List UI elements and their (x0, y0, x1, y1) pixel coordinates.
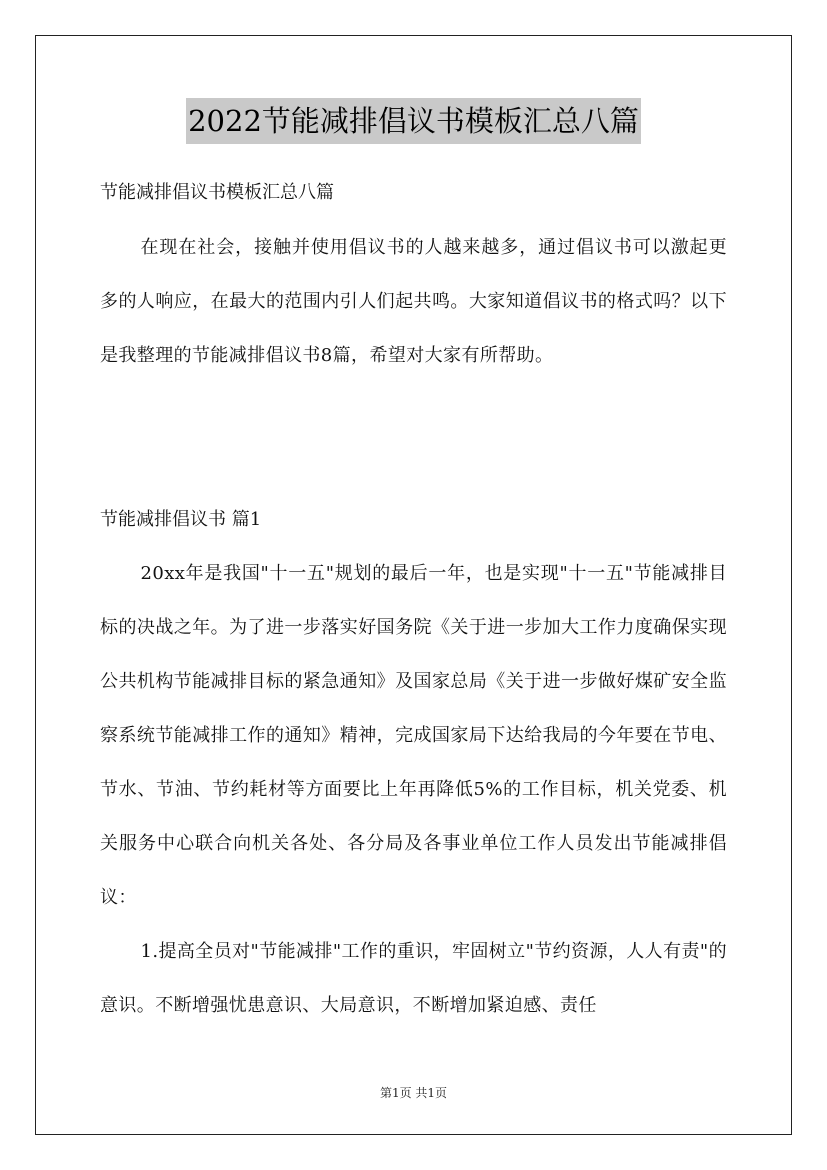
section-paragraph-1: 20xx年是我国"十一五"规划的最后一年，也是实现"十一五"节能减排目标的决战之年。为了进一步落实好国务院《关于进一步加大工作力度确保实现公共机构节能减排目标的紧急通知》及国家总局《关于进一步做好煤矿安全监察系统节能减排工作的通知》精神，完成国家局下达给我局的今年要在节电、节水、节油、节约耗材等方面要比上年再降低5%的工作目标，机关党委、机关服务中心联合向机关各处、各分局及各事业单位工作人员发出节能减排倡议： (100, 563, 727, 908)
section-heading: 节能减排倡议书 篇1 (100, 509, 262, 530)
document-subtitle: 节能减排倡议书模板汇总八篇 (100, 182, 334, 203)
title-container (0, 98, 827, 144)
document-title: 2022节能减排倡议书模板汇总八篇 (186, 98, 641, 144)
intro-paragraph: 在现在社会，接触并使用倡议书的人越来越多，通过倡议书可以激起更多的人响应，在最大的范围内引人们起共鸣。大家知道倡议书的格式吗？以下是我整理的节能减排倡议书8篇，希望对大家有所帮助。 (100, 237, 727, 366)
page-footer: 第1页 共1页 (379, 1086, 448, 1100)
section-body (100, 547, 727, 1033)
section-paragraph-2: 1.提高全员对"节能减排"工作的重识，牢固树立"节约资源，人人有责"的意识。不断增强忧患意识、大局意识，不断增加紧迫感、责任 (100, 941, 727, 1016)
intro-block (100, 221, 727, 383)
